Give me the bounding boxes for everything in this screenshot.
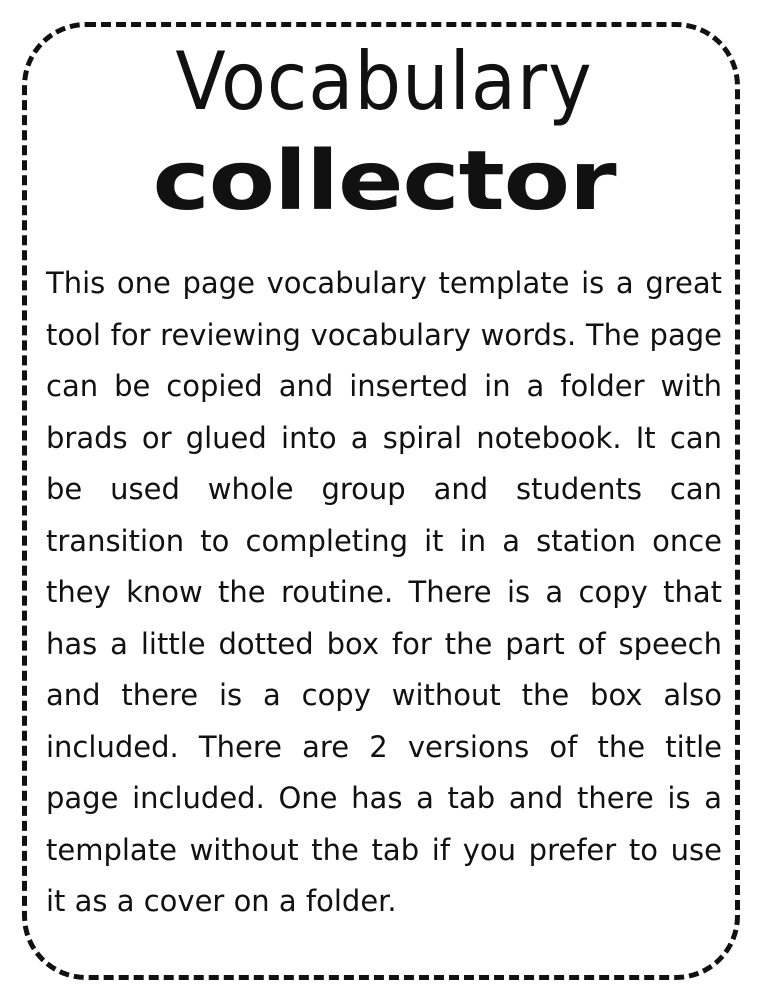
page-title: Vocabulary — [175, 35, 593, 128]
page-subtitle: collector — [152, 134, 616, 229]
description-paragraph: This one page vocabulary template is a great tool for reviewing vocabulary words. The page can be copied and inserted in a folder with brads or glued into a spiral notebook. It can be used whole group and students can transition to completing it in a station once they know the routine. There is a copy that has a little dotted box for the part of speech and there is a copy without the box also included. There are 2 versions of the title page included. One has a tab and there is a template without the tab if you prefer to use it as a cover on a folder. — [46, 266, 722, 918]
